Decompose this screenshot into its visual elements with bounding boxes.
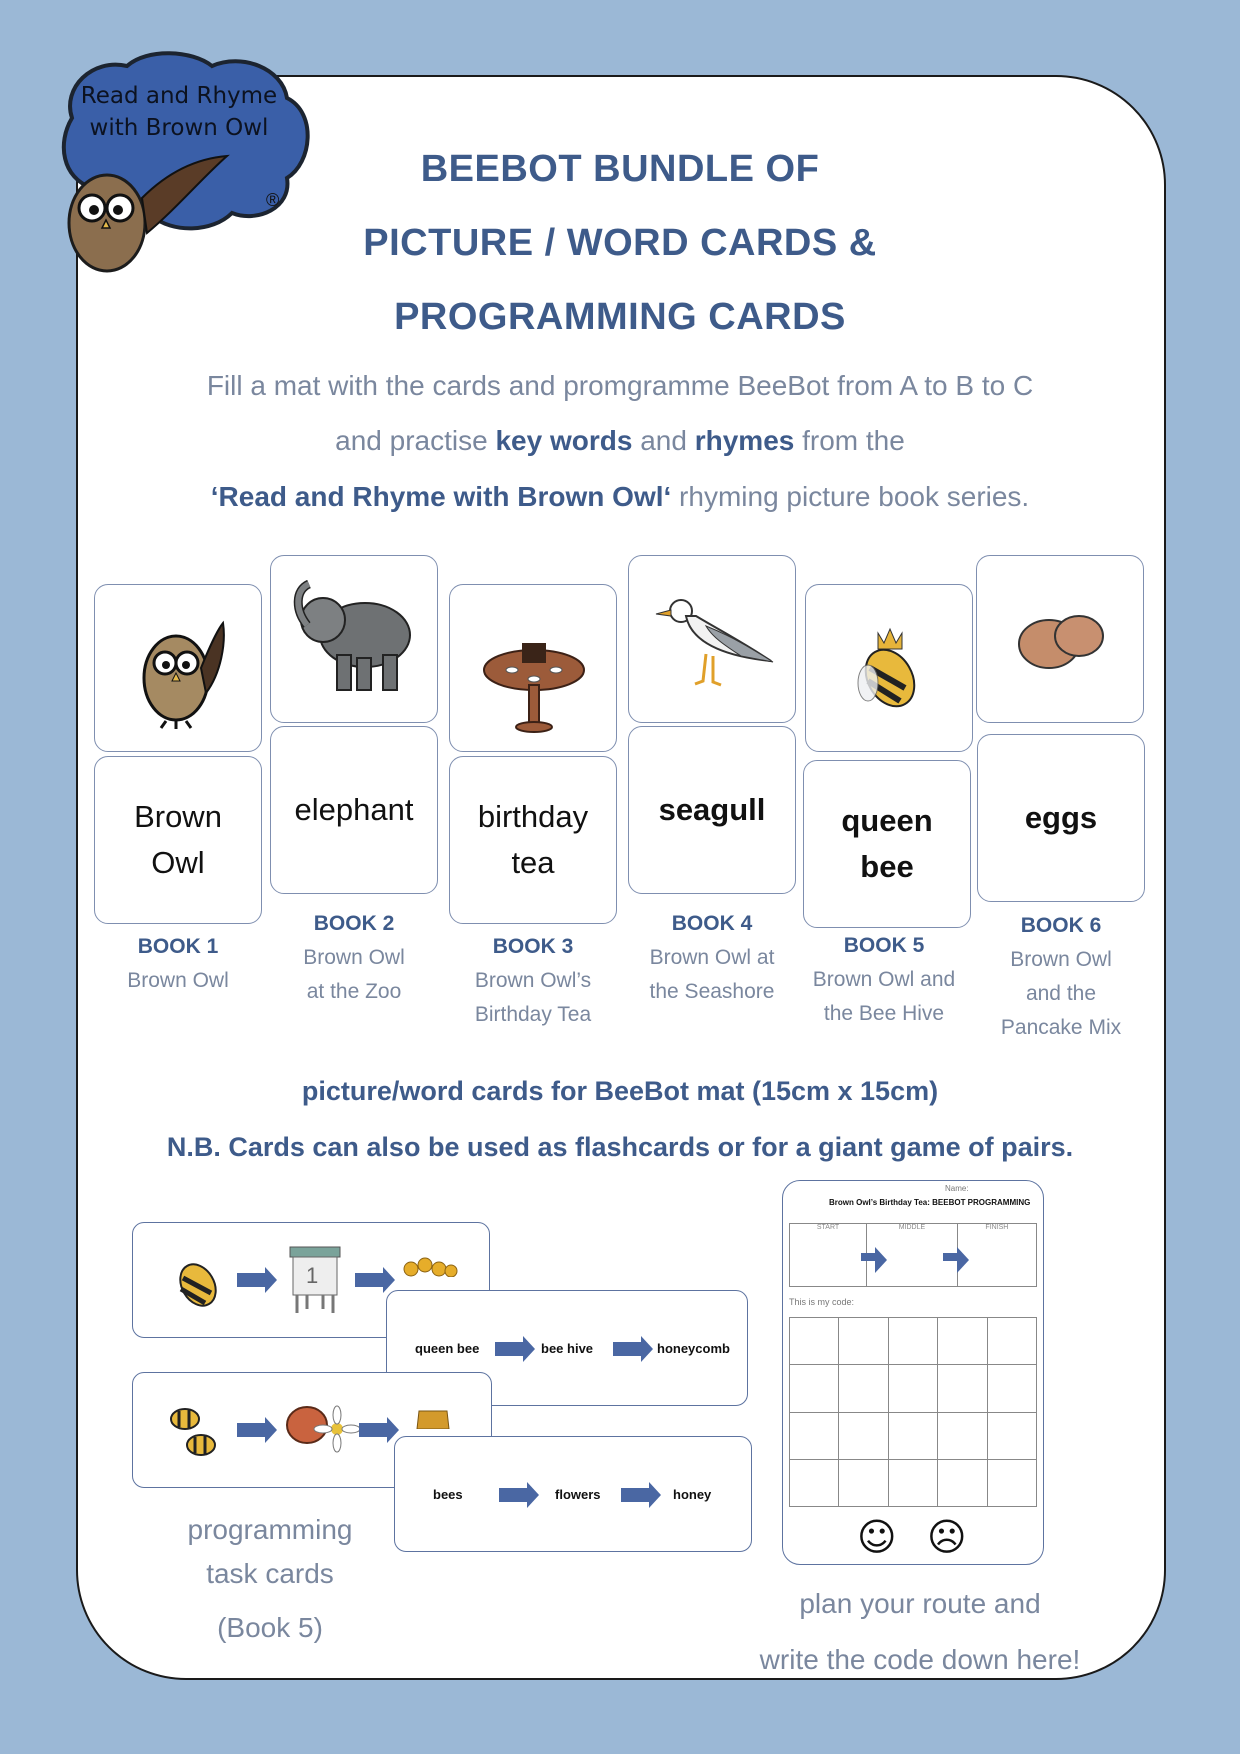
intro-text: and xyxy=(632,425,695,456)
book-name: Pancake Mix xyxy=(1000,1016,1122,1039)
arrow-icon xyxy=(499,1488,529,1502)
task-card-words-2 xyxy=(394,1436,752,1552)
birthday-table-icon xyxy=(474,615,594,735)
code-cell[interactable] xyxy=(888,1365,937,1412)
eggs-icon xyxy=(1011,606,1111,676)
word-line: Owl xyxy=(151,845,205,880)
picture-card-birthday-table xyxy=(449,584,617,752)
arrow-icon xyxy=(861,1253,877,1261)
code-cell[interactable] xyxy=(790,1365,839,1412)
book-name: Brown Owl xyxy=(1010,948,1112,971)
task-word: queen bee xyxy=(415,1341,480,1356)
code-cell[interactable] xyxy=(839,1412,888,1459)
sad-face-icon: ☹ xyxy=(927,1515,967,1559)
picture-card-eggs xyxy=(976,555,1144,723)
code-cell[interactable] xyxy=(987,1318,1036,1365)
word-line: elephant xyxy=(294,792,414,827)
book-label-4 xyxy=(622,907,802,1009)
word-card-seagull xyxy=(628,726,796,894)
elephant-icon xyxy=(285,580,425,700)
word-line: birthday xyxy=(477,799,589,834)
picture-card-seagull xyxy=(628,555,796,723)
code-grid xyxy=(789,1317,1037,1507)
word-card-queen-bee xyxy=(803,760,971,928)
arrow-icon xyxy=(495,1342,525,1356)
route-finish-cell xyxy=(957,1224,1036,1287)
word-card-eggs xyxy=(977,734,1145,902)
book-name: Brown Owl at xyxy=(649,946,775,969)
arrow-icon xyxy=(621,1488,651,1502)
book-label-5 xyxy=(794,929,974,1031)
programming-sheet xyxy=(782,1180,1044,1565)
word-line: tea xyxy=(511,845,555,880)
code-cell[interactable] xyxy=(888,1318,937,1365)
book-number: BOOK 6 xyxy=(1020,914,1102,937)
code-cell[interactable] xyxy=(938,1318,987,1365)
word-line: seagull xyxy=(658,792,766,827)
task-word: honeycomb xyxy=(657,1341,730,1356)
book-label-6 xyxy=(971,909,1151,1045)
caption-line: (Book 5) xyxy=(217,1612,323,1643)
happy-face-icon: ☺ xyxy=(857,1515,897,1559)
picture-card-elephant xyxy=(270,555,438,723)
word-card-text xyxy=(629,787,795,833)
col-middle-label: MIDDLE xyxy=(898,1224,926,1231)
arrow-icon xyxy=(613,1342,643,1356)
arrow-icon xyxy=(355,1273,385,1287)
book-number: BOOK 3 xyxy=(492,935,574,958)
word-line: Brown xyxy=(134,799,222,834)
book-number: BOOK 5 xyxy=(843,934,925,957)
book-name: and the xyxy=(1025,982,1097,1005)
code-cell[interactable] xyxy=(839,1459,888,1506)
code-label: This is my code: xyxy=(789,1297,855,1307)
intro-rhymes: rhymes xyxy=(694,425,795,456)
book-name: at the Zoo xyxy=(306,980,402,1003)
bees-icon xyxy=(163,1397,223,1467)
task-word: honey xyxy=(673,1487,712,1502)
word-card-text xyxy=(804,798,970,890)
intro-line-2 xyxy=(0,425,1240,457)
registered-mark: ® xyxy=(266,190,280,210)
code-cell[interactable] xyxy=(938,1365,987,1412)
book-label-3 xyxy=(443,930,623,1032)
word-card-text xyxy=(271,787,437,833)
seagull-icon xyxy=(651,586,781,696)
code-cell[interactable] xyxy=(938,1459,987,1506)
sheet-caption xyxy=(720,1576,1120,1688)
arrow-icon xyxy=(943,1253,959,1261)
logo-text: Read and Rhyme with Brown Owl xyxy=(80,83,278,141)
bee-icon xyxy=(173,1253,223,1313)
subtitle-card-size: picture/word cards for BeeBot mat (15cm x 15cm) xyxy=(301,1076,939,1106)
code-cell[interactable] xyxy=(839,1318,888,1365)
task-word: bee hive xyxy=(541,1341,594,1356)
task-word: bees xyxy=(433,1487,463,1502)
sheet-name-label: Name: xyxy=(945,1184,969,1193)
owl-icon xyxy=(131,613,231,733)
code-cell[interactable] xyxy=(839,1365,888,1412)
code-cell[interactable] xyxy=(938,1412,987,1459)
route-table xyxy=(789,1223,1037,1287)
code-cell[interactable] xyxy=(790,1318,839,1365)
route-start-cell xyxy=(790,1224,867,1287)
intro-line-3 xyxy=(0,481,1240,513)
arrow-icon xyxy=(237,1423,267,1437)
title-line-3: PROGRAMMING CARDS xyxy=(394,296,846,338)
caption-line: programming xyxy=(187,1514,353,1545)
picture-card-queen-bee xyxy=(805,584,973,752)
intro-line-1: Fill a mat with the cards and promgramme BeeBot from A to B to C xyxy=(206,370,1034,401)
task-word: flowers xyxy=(555,1487,601,1502)
intro-key-words: key words xyxy=(495,425,633,456)
word-card-text xyxy=(95,794,261,886)
code-cell[interactable] xyxy=(987,1459,1036,1506)
word-card-text xyxy=(450,794,616,886)
code-cell[interactable] xyxy=(987,1412,1036,1459)
book-number: BOOK 1 xyxy=(137,935,219,958)
word-line: eggs xyxy=(1024,800,1098,835)
honeycomb-icon xyxy=(401,1253,461,1277)
title-line-2: PICTURE / WORD CARDS & xyxy=(363,222,877,264)
word-card-brown-owl xyxy=(94,756,262,924)
code-cell[interactable] xyxy=(888,1459,937,1506)
honey-pot-icon xyxy=(413,1407,453,1429)
book-name: Brown Owl’s xyxy=(474,969,592,992)
word-line: bee xyxy=(860,849,914,884)
intro-series-name: ‘Read and Rhyme with Brown Owl‘ xyxy=(210,481,672,512)
intro-text: rhyming picture book series. xyxy=(671,481,1030,512)
book-name: Birthday Tea xyxy=(474,1003,592,1026)
word-line: queen xyxy=(841,803,933,838)
book-name: Brown Owl and xyxy=(812,968,956,991)
code-cell[interactable] xyxy=(790,1412,839,1459)
book-label-2 xyxy=(264,907,444,1009)
sheet-title: Brown Owl’s Birthday Tea: BEEBOT PROGRAMMING xyxy=(829,1198,1031,1207)
task-cards-caption xyxy=(150,1508,390,1650)
book-name: Brown Owl xyxy=(127,969,229,992)
caption-line: plan your route and xyxy=(799,1588,1041,1619)
queen-bee-icon xyxy=(850,623,930,713)
book-name: Brown Owl xyxy=(303,946,405,969)
book-number: BOOK 2 xyxy=(313,912,395,935)
code-cell[interactable] xyxy=(790,1459,839,1506)
code-cell[interactable] xyxy=(987,1365,1036,1412)
word-card-birthday-tea xyxy=(449,756,617,924)
book-label-1 xyxy=(88,930,268,998)
hive-number: 1 xyxy=(306,1263,319,1288)
arrow-icon xyxy=(359,1423,389,1437)
intro-text: and practise xyxy=(335,425,496,456)
title-line-1: BEEBOT BUNDLE OF xyxy=(420,148,820,190)
book-name: the Bee Hive xyxy=(823,1002,945,1025)
subtitle-flashcards-note: N.B. Cards can also be used as flashcards or for a giant game of pairs. xyxy=(166,1132,1074,1162)
book-name: the Seashore xyxy=(649,980,775,1003)
word-card-elephant xyxy=(270,726,438,894)
picture-card-owl xyxy=(94,584,262,752)
word-card-text xyxy=(978,795,1144,841)
code-cell[interactable] xyxy=(888,1412,937,1459)
col-finish-label: FINISH xyxy=(985,1224,1009,1231)
intro-text: from the xyxy=(794,425,905,456)
book-number: BOOK 4 xyxy=(671,912,753,935)
arrow-icon xyxy=(237,1273,267,1287)
caption-line: task cards xyxy=(206,1558,334,1589)
flowers-icon xyxy=(279,1393,359,1463)
col-start-label: START xyxy=(816,1224,840,1231)
caption-line: write the code down here! xyxy=(759,1644,1081,1675)
